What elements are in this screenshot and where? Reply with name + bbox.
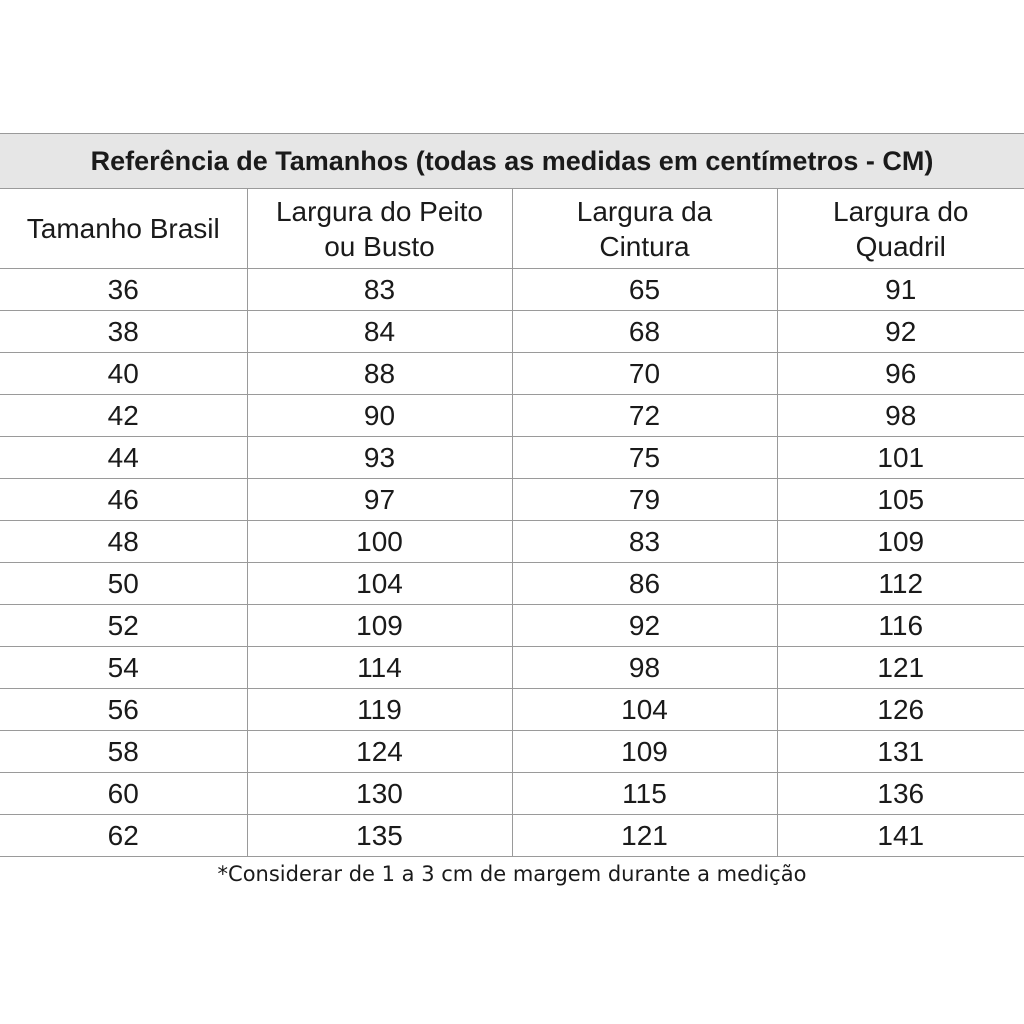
cell-hip: 112 — [777, 563, 1024, 605]
cell-hip: 105 — [777, 479, 1024, 521]
table-row — [0, 647, 1024, 689]
header-waist-width-line2: Cintura — [599, 230, 690, 262]
cell-waist: 75 — [512, 437, 777, 479]
cell-size: 62 — [0, 815, 247, 857]
table-row — [0, 311, 1024, 353]
cell-chest: 88 — [247, 353, 512, 395]
cell-hip: 131 — [777, 731, 1024, 773]
cell-waist: 79 — [512, 479, 777, 521]
cell-chest: 130 — [247, 773, 512, 815]
cell-size: 44 — [0, 437, 247, 479]
cell-chest: 114 — [247, 647, 512, 689]
cell-size: 58 — [0, 731, 247, 773]
table-body — [0, 269, 1024, 857]
cell-chest: 83 — [247, 269, 512, 311]
table-row — [0, 353, 1024, 395]
table-row — [0, 605, 1024, 647]
cell-size: 56 — [0, 689, 247, 731]
cell-chest: 119 — [247, 689, 512, 731]
cell-chest: 93 — [247, 437, 512, 479]
cell-hip: 96 — [777, 353, 1024, 395]
table-row — [0, 479, 1024, 521]
cell-chest: 104 — [247, 563, 512, 605]
cell-waist: 72 — [512, 395, 777, 437]
cell-waist: 83 — [512, 521, 777, 563]
cell-hip: 92 — [777, 311, 1024, 353]
cell-chest: 100 — [247, 521, 512, 563]
cell-size: 48 — [0, 521, 247, 563]
cell-hip: 116 — [777, 605, 1024, 647]
cell-size: 38 — [0, 311, 247, 353]
header-size-brazil — [0, 189, 247, 269]
cell-waist: 109 — [512, 731, 777, 773]
table-row — [0, 395, 1024, 437]
cell-size: 52 — [0, 605, 247, 647]
header-chest-width — [247, 189, 512, 269]
cell-chest: 109 — [247, 605, 512, 647]
cell-waist: 70 — [512, 353, 777, 395]
header-size-brazil-label: Tamanho Brasil — [26, 213, 220, 244]
cell-size: 40 — [0, 353, 247, 395]
cell-waist: 121 — [512, 815, 777, 857]
cell-chest: 97 — [247, 479, 512, 521]
table-row — [0, 689, 1024, 731]
header-hip-width-line2: Quadril — [855, 230, 946, 262]
header-waist-width-line1: Largura da — [576, 195, 713, 227]
table-row — [0, 773, 1024, 815]
cell-waist: 115 — [512, 773, 777, 815]
header-hip-width — [777, 189, 1024, 269]
cell-chest: 124 — [247, 731, 512, 773]
table-row — [0, 521, 1024, 563]
cell-hip: 141 — [777, 815, 1024, 857]
table-row — [0, 269, 1024, 311]
table-row — [0, 815, 1024, 857]
table-row — [0, 437, 1024, 479]
cell-waist: 86 — [512, 563, 777, 605]
cell-hip: 121 — [777, 647, 1024, 689]
table-title-row — [0, 134, 1024, 189]
cell-chest: 84 — [247, 311, 512, 353]
cell-waist: 92 — [512, 605, 777, 647]
cell-size: 60 — [0, 773, 247, 815]
cell-hip: 101 — [777, 437, 1024, 479]
header-waist-width — [512, 189, 777, 269]
header-hip-width-line1: Largura do — [833, 195, 969, 227]
cell-waist: 65 — [512, 269, 777, 311]
table-row — [0, 563, 1024, 605]
header-chest-width-line2: ou Busto — [324, 230, 435, 262]
cell-size: 50 — [0, 563, 247, 605]
cell-waist: 98 — [512, 647, 777, 689]
table-title: Referência de Tamanhos (todas as medidas em centímetros - CM) — [0, 134, 1024, 189]
measurement-footnote: *Considerar de 1 a 3 cm de margem durante a medição — [217, 862, 807, 886]
cell-waist: 104 — [512, 689, 777, 731]
cell-size: 42 — [0, 395, 247, 437]
table-header-row — [0, 189, 1024, 269]
cell-size: 46 — [0, 479, 247, 521]
cell-hip: 136 — [777, 773, 1024, 815]
size-reference-table — [0, 133, 1024, 857]
table-row — [0, 731, 1024, 773]
cell-hip: 126 — [777, 689, 1024, 731]
cell-waist: 68 — [512, 311, 777, 353]
cell-hip: 91 — [777, 269, 1024, 311]
cell-chest: 90 — [247, 395, 512, 437]
cell-hip: 98 — [777, 395, 1024, 437]
cell-chest: 135 — [247, 815, 512, 857]
header-chest-width-line1: Largura do Peito — [275, 195, 484, 227]
cell-size: 54 — [0, 647, 247, 689]
cell-hip: 109 — [777, 521, 1024, 563]
cell-size: 36 — [0, 269, 247, 311]
